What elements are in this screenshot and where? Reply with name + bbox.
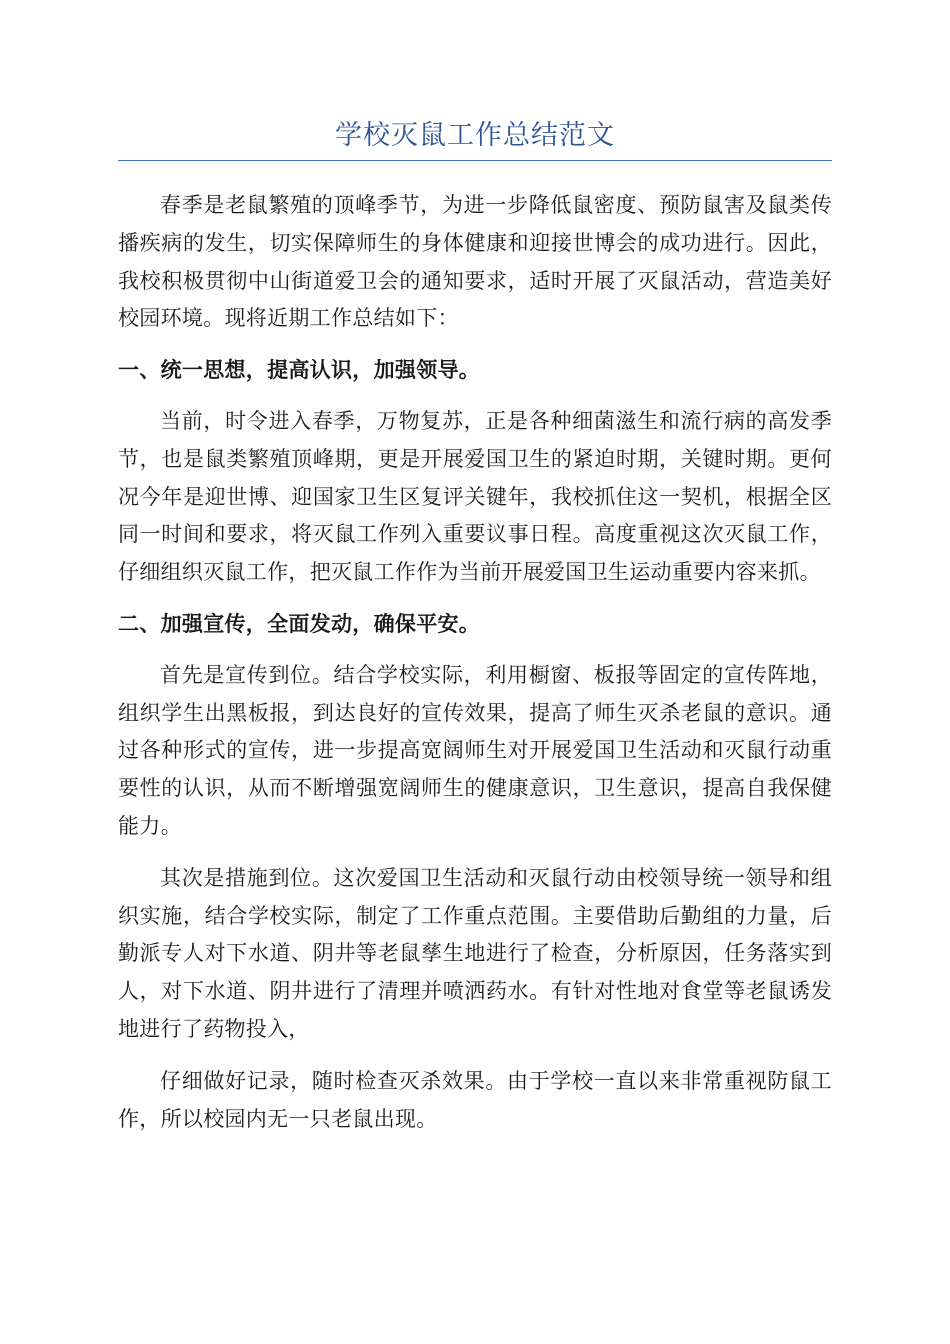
section-1-paragraph: 当前，时令进入春季，万物复苏，正是各种细菌滋生和流行病的高发季节，也是鼠类繁殖顶峰期，更是开展爱国卫生的紧迫时期，关键时期。更何况今年是迎世博、迎国家卫生区复评关键年，我校抓住这一契机，根据全区同一时间和要求，将灭鼠工作列入重要议事日程。高度重视这次灭鼠工作，仔细组织灭鼠工作，把灭鼠工作作为当前开展爱国卫生运动重要内容来抓。 (118, 408, 832, 585)
title-underline (118, 160, 832, 161)
section-2-paragraph-3: 仔细做好记录，随时检查灭杀效果。由于学校一直以来非常重视防鼠工作，所以校园内无一只老鼠出现。 (118, 1068, 832, 1131)
intro-paragraph: 春季是老鼠繁殖的顶峰季节，为进一步降低鼠密度、预防鼠害及鼠类传播疾病的发生，切实保障师生的身体健康和迎接世博会的成功进行。因此，我校积极贯彻中山街道爱卫会的通知要求，适时开展了灭鼠活动，营造美好校园环境。现将近期工作总结如下： (118, 193, 832, 331)
section-heading-2: 二、加强宣传，全面发动，确保平安。 (118, 611, 481, 636)
section-2-paragraph-2: 其次是措施到位。这次爱国卫生活动和灭鼠行动由校领导统一领导和组织实施，结合学校实际，制定了工作重点范围。主要借助后勤组的力量，后勤派专人对下水道、阴井等老鼠孳生地进行了检查，分析原因，任务落实到人，对下水道、阴井进行了清理并喷洒药水。有针对性地对食堂等老鼠诱发地进行了药物投入， (118, 865, 832, 1041)
section-2-paragraph-1: 首先是宣传到位。结合学校实际，利用橱窗、板报等固定的宣传阵地，组织学生出黑板报，到达良好的宣传效果，提高了师生灭杀老鼠的意识。通过各种形式的宣传，进一步提高宽阔师生对开展爱国卫生活动和灭鼠行动重要性的认识，从而不断增强宽阔师生的健康意识，卫生意识，提高自我保健能力。 (118, 662, 832, 838)
section-heading-1: 一、统一思想，提高认识，加强领导。 (118, 358, 481, 383)
document-title: 学校灭鼠工作总结范文 (335, 120, 615, 151)
